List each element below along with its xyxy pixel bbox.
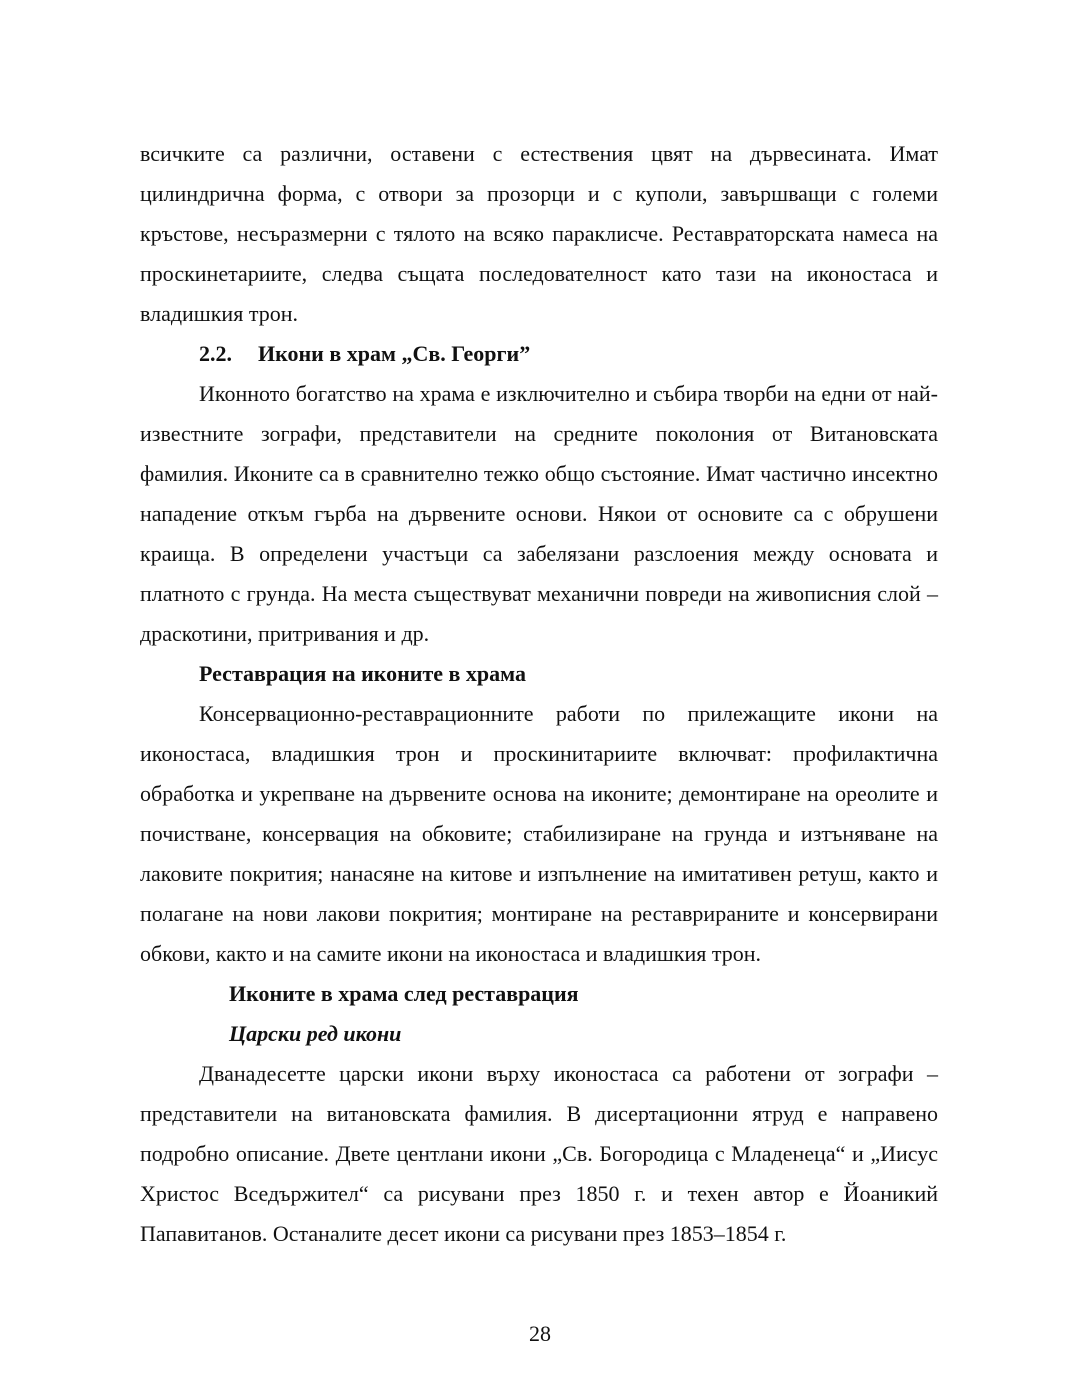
subheading-royal-row: Царски ред икони [229,1021,402,1046]
page-number: 28 [529,1321,551,1346]
section-number: 2.2. [199,341,232,366]
section-title: Икони в храм „Св. Георги” [258,341,531,366]
subheading-restoration: Реставрация на иконите в храма [199,661,527,686]
body-text [140,134,938,1254]
paragraph-icon-condition: Иконното богатство на храма е изключително и събира творби на едни от най-известните зографи, представители на средните поколония от Витановската фамилия. Иконите са в сравнително тежко общо състояние. Имат частично инсектно нападение откъм гърба на дървените основи. Някои от основите са с обрушени краища. В определени участъци са забелязани разслоения между основата и платното с грунда. На места съществуват механични повреди на живописния слой – драскотини, притривания и др. [140,381,938,646]
paragraph-restoration-works: Консервационно-реставрационните работи по прилежащите икони на иконостаса, владишкия трон и проскинитариите включват: профилактична обработка и укрепване на дървените основа на иконите; демонтиране на ореолите и почистване, консервация на обковите; стабилизиране на грунда и изтъняване на лаковите покрития; нанасяне на китове и изпълнение на имитативен ретуш, както и полагане на нови лакови покрития; монтиране на реставрираните и консервирани обкови, както и на самите икони на иконостаса и владишкия трон. [140,701,938,966]
paragraph-continuation: всичките са различни, оставени с естествения цвят на дървесината. Имат цилиндрична форма, с отвори за прозорци и с куполи, завършващи с големи кръстове, несъразмерни с тялото на всяко параклисче. Реставраторската намеса на проскинетариите, следва същата последователност като тази на иконостаса и владишкия трон. [140,141,938,326]
subheading-after-restoration: Иконите в храма след реставрация [229,981,579,1006]
section-heading [140,334,938,374]
paragraph-royal-icons: Дванадесетте царски икони върху иконостаса са работени от зографи – представители на витановската фамилия. В дисертационни ятруд е направено подробно описание. Двете центлани икони „Св. Богородица с Младенеца“ и „Иисус Христос Вседържител“ са рисувани през 1850 г. и техен автор е Йоаникий Папавитанов. Останалите десет икони са рисувани през 1853–1854 г. [140,1061,938,1246]
